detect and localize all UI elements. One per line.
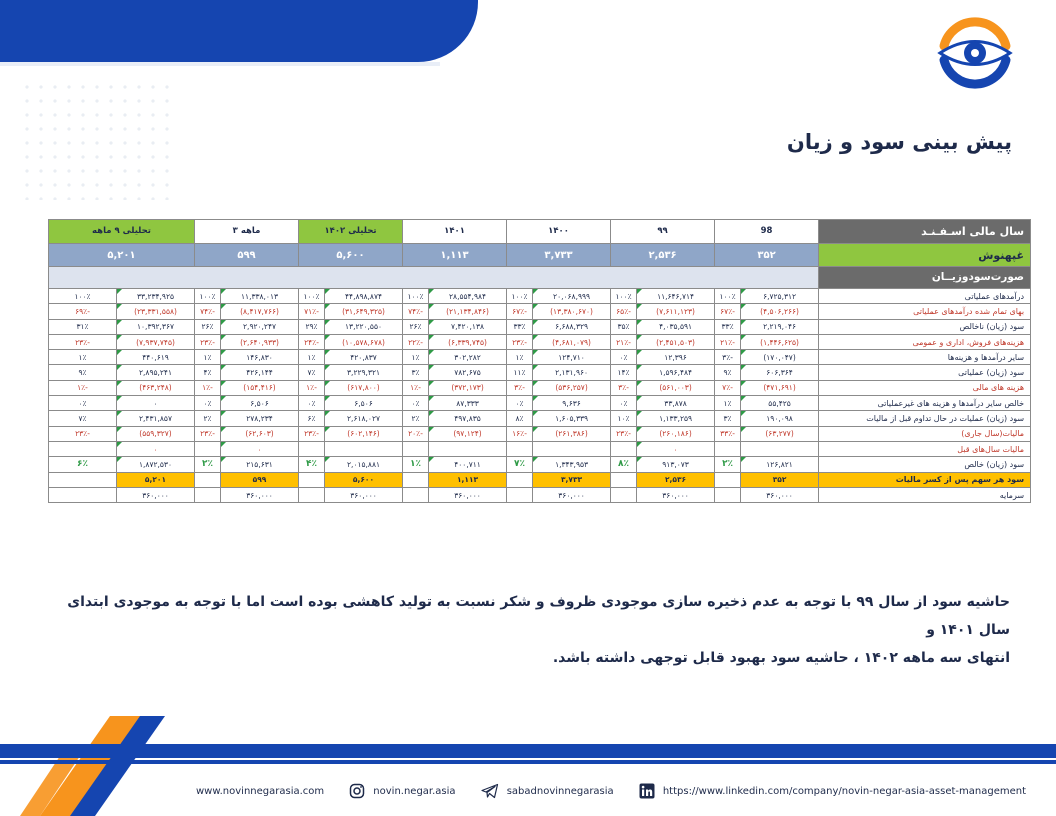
value-cell: ۴,۰۳۵,۵۹۱ bbox=[637, 319, 715, 334]
value-cell: ۶۰۶,۳۶۴ bbox=[741, 365, 819, 380]
value-cell: ۲,۰۱۵,۸۸۱ bbox=[325, 457, 403, 472]
value-cell: (۴۶۳,۲۴۸) bbox=[117, 380, 195, 395]
percent-cell: -۲۳٪ bbox=[49, 426, 117, 441]
percent-cell: ۶٪ bbox=[299, 411, 325, 426]
percent-cell: ۰٪ bbox=[49, 396, 117, 411]
header-col-1400: ۱۴۰۰ bbox=[507, 220, 611, 244]
value-cell: ۶,۶۸۸,۳۲۹ bbox=[533, 319, 611, 334]
percent-cell: ۷٪ bbox=[49, 411, 117, 426]
row-label: سود (زیان) خالص bbox=[819, 457, 1031, 472]
percent-cell: ۷٪ bbox=[507, 457, 533, 472]
percent-cell: ۲۶٪ bbox=[195, 319, 221, 334]
value-cell: (۶,۳۳۹,۷۴۵) bbox=[429, 334, 507, 349]
value-cell: ۱,۶۰۵,۳۳۹ bbox=[533, 411, 611, 426]
percent-cell: ۱۰۰٪ bbox=[507, 289, 533, 304]
header-label: سال مالی اسـفـنـد bbox=[819, 220, 1031, 244]
header-col-9month: تحلیلی ۹ ماهه bbox=[49, 220, 195, 244]
value-cell: ۶,۷۲۵,۳۱۲ bbox=[741, 289, 819, 304]
value-cell: ۲۷۸,۲۳۴ bbox=[221, 411, 299, 426]
value-cell bbox=[533, 441, 611, 456]
percent-cell bbox=[49, 441, 117, 456]
value-cell: ۷۸۲,۶۷۵ bbox=[429, 365, 507, 380]
commentary-line-2: انتهای سه ماهه ۱۴۰۲ ، حاشیه سود بهبود قابل توجهی داشته باشد. bbox=[552, 650, 1010, 666]
value-cell: ۲,۹۲۰,۲۴۷ bbox=[221, 319, 299, 334]
percent-cell: -۲۳٪ bbox=[49, 334, 117, 349]
value-cell: (۲۱,۱۳۴,۸۴۶) bbox=[429, 304, 507, 319]
value-cell: ۱۳,۲۲۰,۵۵۰ bbox=[325, 319, 403, 334]
value-cell: ۱۹۰,۰۹۸ bbox=[741, 411, 819, 426]
percent-cell: -۲۱٪ bbox=[715, 334, 741, 349]
value-cell: ۳۵۲ bbox=[741, 472, 819, 487]
percent-cell: -۱۶٪ bbox=[507, 426, 533, 441]
percent-cell: -۱٪ bbox=[403, 380, 429, 395]
value-cell: ۱۱,۳۳۸,۰۱۳ bbox=[221, 289, 299, 304]
table-row bbox=[49, 350, 1031, 365]
percent-cell bbox=[611, 487, 637, 502]
percent-cell: ۱٪ bbox=[403, 457, 429, 472]
percent-cell: -۶۵٪ bbox=[611, 304, 637, 319]
percent-cell: -۲۳٪ bbox=[195, 426, 221, 441]
company-row bbox=[49, 244, 1031, 267]
value-cell: ۲,۵۳۶ bbox=[637, 472, 715, 487]
value-cell: ۲,۲۱۹,۰۴۶ bbox=[741, 319, 819, 334]
linkedin-text: https://www.linkedin.com/company/novin-negar-asia-asset-management bbox=[662, 785, 1026, 797]
percent-cell bbox=[715, 441, 741, 456]
table-row bbox=[49, 319, 1031, 334]
value-cell: ۳۶۰,۰۰۰ bbox=[325, 487, 403, 502]
percent-cell: -۷٪ bbox=[715, 380, 741, 395]
value-cell: ۱,۱۱۳ bbox=[429, 472, 507, 487]
percent-cell: ۸٪ bbox=[507, 411, 533, 426]
percent-cell: ۰٪ bbox=[507, 396, 533, 411]
percent-cell bbox=[611, 472, 637, 487]
company-value: ۵,۲۰۱ bbox=[49, 244, 195, 267]
percent-cell: ۳۳٪ bbox=[715, 319, 741, 334]
row-label: سود هر سهم پس از کسر مالیات bbox=[819, 472, 1031, 487]
website-link[interactable] bbox=[196, 786, 324, 797]
percent-cell: -۲۴٪ bbox=[299, 334, 325, 349]
table-row bbox=[49, 487, 1031, 502]
percent-cell: ۱۰۰٪ bbox=[49, 289, 117, 304]
value-cell: (۶۳,۲۷۷) bbox=[741, 426, 819, 441]
row-label: خالص سایر درآمدها و هزینه های غیرعملیاتی bbox=[819, 396, 1031, 411]
percent-cell: -۶۹٪ bbox=[49, 304, 117, 319]
value-cell: ۰ bbox=[221, 441, 299, 456]
value-cell: ۳۳,۲۳۴,۹۲۵ bbox=[117, 289, 195, 304]
percent-cell: -۳٪ bbox=[507, 380, 533, 395]
top-banner bbox=[0, 0, 478, 62]
table-body bbox=[49, 289, 1031, 503]
value-cell: ۱۱,۶۴۶,۷۱۴ bbox=[637, 289, 715, 304]
percent-cell: -۲۲٪ bbox=[403, 334, 429, 349]
instagram-link[interactable] bbox=[349, 783, 455, 799]
value-cell bbox=[325, 441, 403, 456]
value-cell: ۴۲۶,۱۴۴ bbox=[221, 365, 299, 380]
percent-cell: ۱۱٪ bbox=[507, 365, 533, 380]
value-cell: ۴۴,۸۹۸,۸۷۴ bbox=[325, 289, 403, 304]
value-cell: ۰ bbox=[117, 396, 195, 411]
value-cell: (۸,۴۱۷,۷۶۶) bbox=[221, 304, 299, 319]
table-row bbox=[49, 426, 1031, 441]
row-label: هزینه‌های فروش، اداری و عمومی bbox=[819, 334, 1031, 349]
percent-cell: ۱۰۰٪ bbox=[403, 289, 429, 304]
footer-band-thin bbox=[0, 760, 1056, 764]
value-cell bbox=[429, 441, 507, 456]
company-logo bbox=[934, 16, 1016, 90]
commentary-line-1: حاشیه سود از سال ۹۹ با توجه به عدم ذخیره سازی موجودی ظروف و شکر نسبت به تولید کاهشی بوده است اما با توجه به موجودی ابتدای سال ۱۴۰۱ و bbox=[67, 594, 1010, 638]
value-cell: (۱۳,۳۸۰,۶۷۰) bbox=[533, 304, 611, 319]
value-cell: ۳۰۲,۲۸۲ bbox=[429, 350, 507, 365]
percent-cell: ۱۰۰٪ bbox=[715, 289, 741, 304]
percent-cell: -۶۷٪ bbox=[715, 304, 741, 319]
percent-cell bbox=[49, 487, 117, 502]
percent-cell: -۱٪ bbox=[299, 380, 325, 395]
value-cell: (۵۳۶,۲۵۷) bbox=[533, 380, 611, 395]
company-value: ۳,۷۳۳ bbox=[507, 244, 611, 267]
value-cell: ۲,۸۹۵,۲۴۱ bbox=[117, 365, 195, 380]
percent-cell: ۳۳٪ bbox=[507, 319, 533, 334]
percent-cell bbox=[715, 487, 741, 502]
value-cell: ۳۶۰,۰۰۰ bbox=[221, 487, 299, 502]
header-col-98: 98 bbox=[715, 220, 819, 244]
percent-cell: ۹٪ bbox=[715, 365, 741, 380]
percent-cell: ۳۱٪ bbox=[49, 319, 117, 334]
row-label: مالیات سال‌های قبل bbox=[819, 441, 1031, 456]
value-cell: (۷,۹۳۷,۷۴۵) bbox=[117, 334, 195, 349]
value-cell: (۳۱,۶۴۹,۳۲۵) bbox=[325, 304, 403, 319]
percent-cell bbox=[195, 472, 221, 487]
table-row bbox=[49, 334, 1031, 349]
value-cell: (۶۱۷,۸۰۰) bbox=[325, 380, 403, 395]
percent-cell: ۴٪ bbox=[195, 365, 221, 380]
row-label: سود (زیان) عملیات در حال تداوم قبل از مالیات bbox=[819, 411, 1031, 426]
website-text: www.novinnegarasia.com bbox=[196, 785, 325, 797]
linkedin-link[interactable] bbox=[639, 783, 1026, 799]
company-value: ۱,۱۱۳ bbox=[403, 244, 507, 267]
value-cell: ۱۲۴,۷۱۰ bbox=[533, 350, 611, 365]
value-cell: ۴۹۷,۸۳۵ bbox=[429, 411, 507, 426]
percent-cell: ۱۰٪ bbox=[611, 411, 637, 426]
company-value: ۳۵۲ bbox=[715, 244, 819, 267]
percent-cell: -۲۳٪ bbox=[299, 426, 325, 441]
value-cell: ۲۸,۵۵۴,۹۸۴ bbox=[429, 289, 507, 304]
percent-cell bbox=[507, 441, 533, 456]
value-cell: ۰ bbox=[117, 441, 195, 456]
percent-cell bbox=[49, 472, 117, 487]
percent-cell: ۱۰۰٪ bbox=[299, 289, 325, 304]
table-row bbox=[49, 457, 1031, 472]
value-cell: ۴۴۰,۶۱۹ bbox=[117, 350, 195, 365]
percent-cell: ۱۰۰٪ bbox=[611, 289, 637, 304]
percent-cell bbox=[507, 472, 533, 487]
table-row bbox=[49, 472, 1031, 487]
percent-cell: ۰٪ bbox=[195, 396, 221, 411]
percent-cell: ۲٪ bbox=[195, 411, 221, 426]
value-cell: ۰ bbox=[637, 441, 715, 456]
percent-cell bbox=[195, 441, 221, 456]
percent-cell: -۱٪ bbox=[195, 380, 221, 395]
percent-cell: -۳۳٪ bbox=[715, 426, 741, 441]
value-cell: ۶,۵۰۶ bbox=[325, 396, 403, 411]
company-value: ۵۹۹ bbox=[195, 244, 299, 267]
percent-cell: ۰٪ bbox=[403, 396, 429, 411]
footer-links bbox=[196, 780, 1026, 802]
value-cell: ۱۲۶,۸۲۱ bbox=[741, 457, 819, 472]
header-col-99: ۹۹ bbox=[611, 220, 715, 244]
value-cell: ۱۴۶,۸۳۰ bbox=[221, 350, 299, 365]
value-cell: ۳۳,۸۷۸ bbox=[637, 396, 715, 411]
value-cell: ۱۲,۳۹۶ bbox=[637, 350, 715, 365]
percent-cell bbox=[611, 441, 637, 456]
value-cell: ۳۶۰,۰۰۰ bbox=[117, 487, 195, 502]
profit-loss-table bbox=[48, 219, 1025, 503]
percent-cell: ۱٪ bbox=[715, 396, 741, 411]
percent-cell: -۳٪ bbox=[611, 380, 637, 395]
value-cell: (۴۷۱,۶۹۱) bbox=[741, 380, 819, 395]
percent-cell: ۷٪ bbox=[299, 365, 325, 380]
section-header-row bbox=[49, 267, 1031, 289]
value-cell: (۱,۴۴۶,۶۲۵) bbox=[741, 334, 819, 349]
row-label: سود (زیان) عملیاتی bbox=[819, 365, 1031, 380]
row-label: سرمایه bbox=[819, 487, 1031, 502]
dot-pattern bbox=[20, 80, 170, 200]
telegram-link[interactable] bbox=[481, 783, 614, 799]
percent-cell: ۱٪ bbox=[403, 350, 429, 365]
section-label: صورت‌سود‌و‌زیــان bbox=[819, 267, 1031, 289]
percent-cell: ۲٪ bbox=[715, 457, 741, 472]
value-cell: ۵,۲۰۱ bbox=[117, 472, 195, 487]
percent-cell: ۱٪ bbox=[49, 350, 117, 365]
company-value: ۲,۵۳۶ bbox=[611, 244, 715, 267]
row-label: مالیات(سال جاری) bbox=[819, 426, 1031, 441]
percent-cell bbox=[507, 487, 533, 502]
value-cell: ۳۶۰,۰۰۰ bbox=[429, 487, 507, 502]
table-row bbox=[49, 365, 1031, 380]
value-cell: ۲,۴۳۱,۸۵۷ bbox=[117, 411, 195, 426]
table-row bbox=[49, 304, 1031, 319]
instagram-text: novin.negar.asia bbox=[373, 785, 456, 797]
percent-cell: ۲٪ bbox=[195, 457, 221, 472]
header-col-1402: تحلیلی ۱۴۰۲ bbox=[299, 220, 403, 244]
value-cell: (۶۰۲,۱۴۶) bbox=[325, 426, 403, 441]
value-cell: ۵۵,۴۲۵ bbox=[741, 396, 819, 411]
instagram-icon bbox=[349, 783, 365, 799]
value-cell: ۹,۶۳۶ bbox=[533, 396, 611, 411]
value-cell: ۵,۶۰۰ bbox=[325, 472, 403, 487]
percent-cell bbox=[403, 487, 429, 502]
value-cell: ۵۹۹ bbox=[221, 472, 299, 487]
telegram-text: sabadnovinnegarasia bbox=[506, 785, 614, 797]
value-cell: ۳,۷۳۳ bbox=[533, 472, 611, 487]
percent-cell bbox=[299, 487, 325, 502]
percent-cell: ۱٪ bbox=[507, 350, 533, 365]
percent-cell: ۲۹٪ bbox=[299, 319, 325, 334]
value-cell: ۳,۲۲۹,۳۲۱ bbox=[325, 365, 403, 380]
value-cell: (۲,۴۵۱,۵۰۳) bbox=[637, 334, 715, 349]
percent-cell: -۲۳٪ bbox=[195, 334, 221, 349]
linkedin-icon bbox=[639, 783, 655, 799]
section-spacer bbox=[49, 267, 819, 289]
commentary-paragraph bbox=[40, 588, 1010, 672]
table-row bbox=[49, 289, 1031, 304]
footer-band bbox=[0, 744, 1056, 758]
percent-cell: -۷۱٪ bbox=[299, 304, 325, 319]
table-header-row bbox=[49, 220, 1031, 244]
value-cell: ۱,۱۳۳,۲۵۹ bbox=[637, 411, 715, 426]
percent-cell: -۳٪ bbox=[715, 350, 741, 365]
value-cell: (۲۳,۳۳۱,۵۵۸) bbox=[117, 304, 195, 319]
percent-cell: -۱٪ bbox=[49, 380, 117, 395]
row-label: درآمدهای عملیاتی bbox=[819, 289, 1031, 304]
percent-cell: ۳۵٪ bbox=[611, 319, 637, 334]
value-cell: (۵۵۹,۳۲۷) bbox=[117, 426, 195, 441]
value-cell: ۴۰۰,۷۱۱ bbox=[429, 457, 507, 472]
value-cell: ۳۶۰,۰۰۰ bbox=[533, 487, 611, 502]
telegram-icon bbox=[481, 783, 499, 799]
value-cell: ۱۰,۳۹۲,۳۶۷ bbox=[117, 319, 195, 334]
percent-cell: ۸٪ bbox=[611, 457, 637, 472]
percent-cell: -۲۳٪ bbox=[507, 334, 533, 349]
table-row bbox=[49, 411, 1031, 426]
row-label: هزینه های مالی bbox=[819, 380, 1031, 395]
value-cell: (۲,۶۴۰,۹۳۳) bbox=[221, 334, 299, 349]
value-cell: ۷,۴۲۰,۱۳۸ bbox=[429, 319, 507, 334]
value-cell: ۳۶۰,۰۰۰ bbox=[637, 487, 715, 502]
value-cell: ۸۷,۳۳۳ bbox=[429, 396, 507, 411]
percent-cell bbox=[403, 441, 429, 456]
percent-cell: ۰٪ bbox=[299, 396, 325, 411]
percent-cell: ۴٪ bbox=[299, 457, 325, 472]
value-cell: ۳۶۰,۰۰۰ bbox=[741, 487, 819, 502]
percent-cell: ۲۶٪ bbox=[403, 319, 429, 334]
percent-cell: -۲۱٪ bbox=[611, 334, 637, 349]
percent-cell: ۱٪ bbox=[195, 350, 221, 365]
percent-cell bbox=[299, 472, 325, 487]
header-col-3month: ماهه ۳ bbox=[195, 220, 299, 244]
percent-cell: -۲۳٪ bbox=[611, 426, 637, 441]
percent-cell bbox=[195, 487, 221, 502]
value-cell: ۲۰,۰۶۸,۹۹۹ bbox=[533, 289, 611, 304]
value-cell: (۱۰,۵۷۸,۶۷۸) bbox=[325, 334, 403, 349]
footer-decoration bbox=[0, 716, 190, 816]
value-cell: (۲۶۰,۱۸۶) bbox=[637, 426, 715, 441]
table-row bbox=[49, 380, 1031, 395]
row-label: سود (زیان) ناخالص bbox=[819, 319, 1031, 334]
value-cell: ۱,۸۷۲,۵۳۰ bbox=[117, 457, 195, 472]
percent-cell: ۱٪ bbox=[299, 350, 325, 365]
row-label: بهای تمام شده درآمدهای عملیاتی bbox=[819, 304, 1031, 319]
value-cell: ۲,۱۳۱,۹۶۰ bbox=[533, 365, 611, 380]
top-banner-stripe bbox=[0, 62, 440, 66]
value-cell: ۶,۵۰۶ bbox=[221, 396, 299, 411]
value-cell: (۹۷,۱۲۴) bbox=[429, 426, 507, 441]
value-cell: (۷,۶۱۱,۱۲۳) bbox=[637, 304, 715, 319]
value-cell: (۱۵۴,۴۱۶) bbox=[221, 380, 299, 395]
value-cell bbox=[741, 441, 819, 456]
value-cell: (۴,۶۸۱,۰۷۹) bbox=[533, 334, 611, 349]
value-cell: ۲,۶۱۸,۰۲۷ bbox=[325, 411, 403, 426]
percent-cell: -۶۷٪ bbox=[507, 304, 533, 319]
page-title: پیش بینی سود و زیان bbox=[786, 130, 1012, 154]
percent-cell: ۰٪ bbox=[611, 350, 637, 365]
value-cell: (۲۶۱,۳۸۶) bbox=[533, 426, 611, 441]
row-label: سایر درآمدها و هزینه‌ها bbox=[819, 350, 1031, 365]
percent-cell: -۷۴٪ bbox=[195, 304, 221, 319]
value-cell: ۹۱۳,۰۷۳ bbox=[637, 457, 715, 472]
percent-cell bbox=[299, 441, 325, 456]
value-cell: (۴,۵۰۶,۲۶۶) bbox=[741, 304, 819, 319]
value-cell: (۵۶۱,۰۰۳) bbox=[637, 380, 715, 395]
percent-cell: ۳٪ bbox=[715, 411, 741, 426]
table-row bbox=[49, 396, 1031, 411]
company-name: غپهنوش bbox=[819, 244, 1031, 267]
value-cell: (۶۲,۶۰۳) bbox=[221, 426, 299, 441]
value-cell: (۱۷۰,۰۴۷) bbox=[741, 350, 819, 365]
percent-cell: ۱۰۰٪ bbox=[195, 289, 221, 304]
value-cell: ۴۲۰,۸۳۷ bbox=[325, 350, 403, 365]
percent-cell: ۱۴٪ bbox=[611, 365, 637, 380]
percent-cell: ۳٪ bbox=[403, 365, 429, 380]
value-cell: ۲۱۵,۶۳۱ bbox=[221, 457, 299, 472]
percent-cell: -۷۴٪ bbox=[403, 304, 429, 319]
percent-cell bbox=[403, 472, 429, 487]
percent-cell: ۹٪ bbox=[49, 365, 117, 380]
table-row bbox=[49, 441, 1031, 456]
value-cell: ۱,۵۹۶,۴۸۴ bbox=[637, 365, 715, 380]
percent-cell: ۰٪ bbox=[611, 396, 637, 411]
percent-cell: ۶٪ bbox=[49, 457, 117, 472]
percent-cell: ۲٪ bbox=[403, 411, 429, 426]
value-cell: ۱,۳۴۳,۹۵۳ bbox=[533, 457, 611, 472]
header-col-1401: ۱۴۰۱ bbox=[403, 220, 507, 244]
company-value: ۵,۶۰۰ bbox=[299, 244, 403, 267]
value-cell: (۳۷۲,۱۷۳) bbox=[429, 380, 507, 395]
percent-cell: -۲۰٪ bbox=[403, 426, 429, 441]
percent-cell bbox=[715, 472, 741, 487]
